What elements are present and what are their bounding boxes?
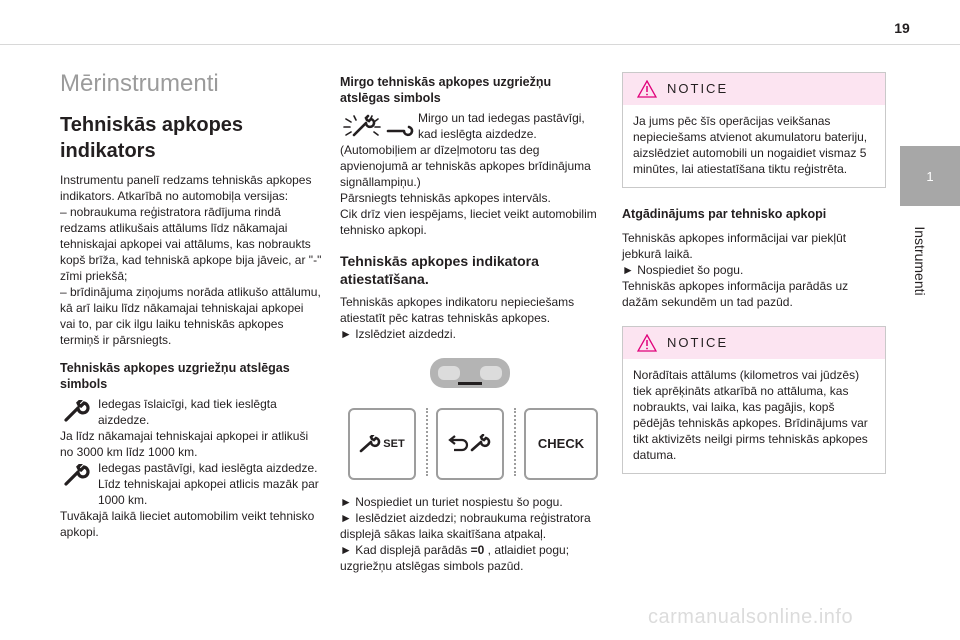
- subheading-wrench-symbol: Tehniskās apkopes uzgriežņu atslēgas simbols: [60, 361, 290, 391]
- chapter-label: [910, 215, 930, 305]
- divider: [426, 408, 430, 476]
- flashing-wrench-icon: [340, 110, 418, 142]
- step: ► Izslēdziet aizdedzi.: [340, 327, 456, 341]
- icon-description: Mirgo un tad iedegas pastāvīgi, kad ieslēgta aizdedze.: [418, 111, 585, 141]
- chapter-label-text: Instrumenti: [912, 226, 928, 296]
- section-title: Mērinstrumenti: [60, 70, 219, 97]
- column-right: [622, 72, 886, 486]
- step-text: , atlaidiet pogu; uzgriežņu atslēgas simbols pazūd.: [340, 543, 570, 573]
- step: ► Nospiediet un turiet nospiestu šo pogu.: [340, 495, 563, 509]
- notice-title: NOTICE: [667, 81, 729, 96]
- notice-body: Ja jums pēc šīs operācijas veikšanas nepieciešams atvienot akumulatoru bateriju, aizslēdziet automobili un nogaidiet vismaz 5 minūtes, lai atiestatīšana tiktu reģistrēta.: [633, 114, 868, 176]
- chapter-tab[interactable]: [900, 146, 960, 206]
- paragraph: (Automobiļiem ar dīzeļmotoru tas deg apvienojumā ar tehniskās apkopes brīdinājuma signāllampiņu.): [340, 143, 591, 189]
- notice-header: [623, 327, 885, 359]
- wrench-icon: [359, 435, 381, 453]
- column-middle: [340, 74, 602, 574]
- step-text: ► Kad displejā parādās: [340, 543, 471, 557]
- step-value: =0: [470, 543, 485, 557]
- wrench-row: [60, 460, 322, 508]
- warning-icon: [637, 334, 657, 352]
- step: ► Ieslēdziet aizdedzi; nobraukuma reģistratora displejā sākas laika skaitīšana atpakaļ.: [340, 511, 591, 541]
- watermark: carmanualsonline.info: [648, 606, 854, 628]
- paragraph: Tehniskās apkopes informācija parādās uz dažām sekundēm un tad pazūd.: [622, 279, 849, 309]
- paragraph: Cik drīz vien iespējams, lieciet veikt automobilim tehnisko apkopi.: [340, 207, 597, 237]
- heading-reset: Tehniskās apkopes indikatora atiestatīšana.: [340, 253, 539, 287]
- step: [340, 542, 602, 574]
- subheading-flashing-wrench: Mirgo tehniskās apkopes uzgriežņu atslēgas simbols: [340, 75, 552, 105]
- wrench-row: [60, 396, 322, 428]
- header-rule: [0, 44, 960, 45]
- warning-icon: [637, 80, 657, 98]
- set-button[interactable]: [348, 408, 416, 480]
- step: ► Nospiediet šo pogu.: [622, 263, 744, 277]
- paragraph: Tuvākajā laikā lieciet automobilim veikt tehnisko apkopi.: [60, 509, 315, 539]
- instrument-panel-illustration: [340, 354, 602, 484]
- check-button[interactable]: [524, 408, 598, 480]
- paragraph: Tehniskās apkopes indikatoru nepieciešams atiestatīt pēc katras tehniskās apkopes.: [340, 295, 575, 325]
- return-wrench-icon: [448, 434, 492, 454]
- icon-description: Iedegas īslaicīgi, kad tiek ieslēgta aizdedze.: [98, 397, 277, 427]
- instrument-cluster-icon: [428, 354, 512, 394]
- paragraph: – nobraukuma reģistratora rādījuma rindā redzams atlikušais attālums līdz nākamajai tehniskajai apkopei vai attālums, kas nobraukts kopš brīža, kad tehniskā apkope bija jāveic, ar "-" zīmi priekšā;: [60, 205, 322, 283]
- set-button-label: SET: [383, 438, 405, 450]
- paragraph: Tehniskās apkopes informācijai var piekļūt jebkurā laikā.: [622, 231, 847, 261]
- check-button-label: CHECK: [537, 436, 585, 451]
- notice-box: [622, 72, 886, 188]
- icon-description: Iedegas pastāvīgi, kad ieslēgta aizdedze. Līdz tehniskajai apkopei atlicis mazāk par 1000 km.: [98, 461, 319, 507]
- divider: [514, 408, 518, 476]
- notice-title: NOTICE: [667, 335, 729, 350]
- wrench-icon: [60, 396, 98, 428]
- back-wrench-button[interactable]: [436, 408, 504, 480]
- wrench-icon: [60, 460, 98, 492]
- chapter-number: 1: [926, 168, 934, 184]
- notice-header: [623, 73, 885, 105]
- heading-service-indicator: Tehniskās apkopes indikators: [60, 114, 244, 162]
- flashing-wrench-row: [340, 110, 602, 142]
- paragraph: Instrumentu panelī redzams tehniskās apkopes indikators. Atkarībā no automobiļa versijas:: [60, 173, 312, 203]
- paragraph: Pārsniegts tehniskās apkopes intervāls.: [340, 191, 551, 205]
- page-number: 19: [894, 20, 910, 36]
- notice-body: Norādītais attālums (kilometros vai jūdzēs) tiek aprēķināts atkarībā no attāluma, kas nobraukts, vai laika, kas pagājis, kopš pēdējās tehniskās apkopes. Brīdinājums var tikt aktivizēts neilgi pirms tehniskās apkopes datuma.: [633, 368, 868, 462]
- paragraph: – brīdinājuma ziņojums norāda atlikušo attālumu, kā arī laiku līdz nākamajai tehniskajai apkopei vai to, par cik ilgu laiku tehniskās apkopes termiņš ir pārsniegts.: [60, 285, 321, 347]
- column-left: [60, 60, 322, 540]
- heading-reminder: Atgādinājums par tehnisko apkopi: [622, 207, 827, 221]
- paragraph: Ja līdz nākamajai tehniskajai apkopei ir atlikuši no 3000 km līdz 1000 km.: [60, 429, 309, 459]
- notice-box: [622, 326, 886, 474]
